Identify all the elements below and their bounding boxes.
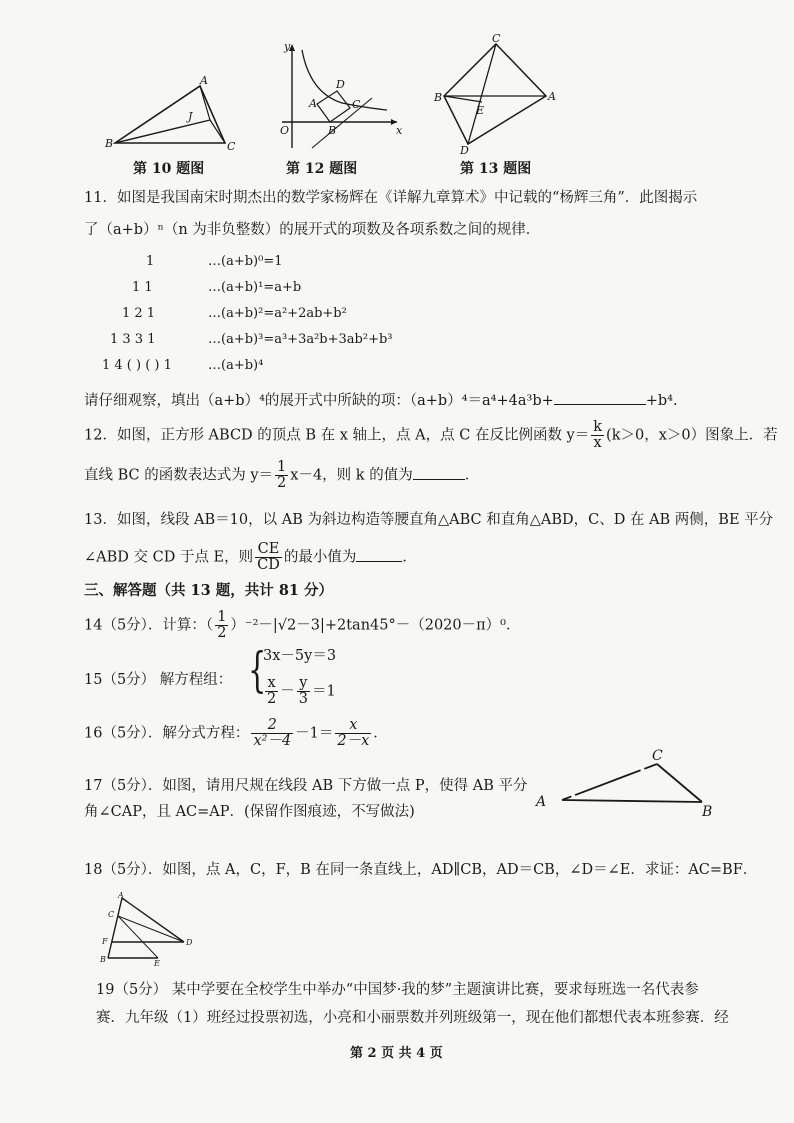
q15-x: x [265, 676, 278, 692]
q13-answer-blank[interactable] [356, 547, 402, 562]
figure-13 [430, 34, 560, 154]
q15-frac-x2 [265, 676, 278, 707]
fig12-label-x: x [396, 124, 403, 137]
fig13-label-c: C [492, 34, 501, 45]
fig18-label-e: E [154, 959, 160, 968]
q13-line2-post: 的最小值为 [283, 549, 357, 566]
q16-den1: x²－4 [253, 733, 292, 750]
figure-17 [532, 744, 722, 820]
q15-label: 15（5分） 解方程组： [84, 672, 233, 688]
q13-line-2 [84, 542, 417, 573]
yanghui-row-2-expr: …(a+b)²=a²+2ab+b² [208, 306, 347, 321]
yanghui-row-1-expr: …(a+b)¹=a+b [208, 280, 302, 295]
q14-half-num: 1 [217, 609, 227, 625]
q16-num1: 2 [251, 718, 293, 734]
q13-frac-den: CD [257, 557, 280, 574]
fig18-label-a: A [118, 891, 124, 900]
q15-frac-y3 [297, 676, 310, 707]
q14-label: 14（5分）．计算：（ [84, 617, 214, 634]
q12-line1-post: (k＞0，x＞0）图象上．若 [606, 427, 778, 444]
q12-answer-blank[interactable] [413, 465, 465, 480]
q13-line2-pre: ∠ABD 交 CD 于点 E，则 [84, 549, 254, 566]
section-3-heading: 三、解答题（共 13 题，共计 81 分） [84, 582, 334, 599]
q16-frac-1 [251, 718, 293, 749]
q16 [84, 718, 388, 749]
q17-line-2: 角∠CAP，且 AC=AP．(保留作图痕迹，不写做法) [84, 804, 415, 820]
q14-rest: ）⁻²－|√2－3|+2tan45°－（2020－π）⁰． [230, 617, 521, 634]
q12-line2-pre: 直线 BC 的函数表达式为 y＝ [84, 467, 274, 484]
q12-frac-den: x [593, 435, 602, 452]
q12-line-2 [84, 460, 479, 491]
q14 [84, 610, 520, 641]
yanghui-row-3-expr: …(a+b)³=a³+3a²b+3ab²+b³ [208, 332, 393, 347]
fig13-label-d: D [460, 144, 469, 154]
q13-frac-ce-cd [255, 542, 282, 573]
q14-half-den: 2 [217, 625, 227, 642]
q16-label: 16（5分）．解分式方程： [84, 725, 250, 742]
q13-frac-num: CE [255, 542, 282, 558]
fig18-label-b: B [100, 955, 106, 964]
q12-half-den: 2 [277, 475, 287, 492]
yanghui-row-4-expr: …(a+b)⁴ [208, 358, 264, 373]
yanghui-row-1-coef: 1 1 [132, 280, 153, 295]
q12-line-1 [84, 420, 778, 451]
q11-line-2: 了（a+b）ⁿ（n 为非负整数）的展开式的项数及各项系数之间的规律． [84, 222, 541, 238]
fig12-label-c: C [352, 98, 361, 111]
q15-three: 3 [298, 691, 308, 708]
q16-mid: －1＝ [295, 725, 334, 742]
yanghui-row-2-coef: 1 2 1 [122, 306, 156, 321]
q13-line2-end: ． [402, 549, 417, 566]
q16-end: ． [373, 725, 388, 742]
fig18-label-f: F [102, 937, 108, 946]
q11-answer-blank[interactable] [554, 390, 646, 405]
fig17-label-a: A [536, 794, 547, 810]
q11-ask-pre: 请仔细观察，填出（a+b）⁴的展开式中所缺的项：（a+b）⁴＝a⁴+4a³b+ [84, 393, 554, 409]
q13-line-1: 13．如图，线段 AB＝10，以 AB 为斜边构造等腰直角△ABC 和直角△ABD，C、D 在 AB 两侧，BE 平分 [84, 512, 774, 528]
q15-two: 2 [267, 691, 277, 708]
q15-y: y [297, 676, 310, 692]
q16-num2: x [335, 718, 371, 734]
q17-line-1: 17（5分）．如图，请用尺规在线段 AB 下方做一点 P，使得 AB 平分 [84, 778, 528, 794]
fig12-label-b: B [328, 124, 337, 137]
fig10-label-c: C [227, 140, 236, 153]
yanghui-row-3-coef: 1 3 3 1 [110, 332, 156, 347]
fig13-label-a: A [548, 90, 556, 103]
fig10-label-a: A [200, 74, 208, 87]
q11-line-1: 11．如图是我国南宋时期杰出的数学家杨辉在《详解九章算术》中记载的“杨辉三角”．此图揭示 [84, 190, 698, 206]
yanghui-row-4-coef: 1 4 ( ) ( ) 1 [102, 358, 172, 373]
q12-frac-num: k [593, 419, 603, 435]
fig17-label-c: C [652, 748, 663, 764]
fig18-label-c: C [108, 910, 115, 919]
q12-line1-pre: 12．如图，正方形 ABCD 的顶点 B 在 x 轴上，点 A，点 C 在反比例函数 y＝ [84, 427, 590, 444]
q12-frac-k-over-x [591, 420, 604, 451]
q19-line-2: 赛．九年级（1）班经过投票初选，小亮和小丽票数并列班级第一，现在他们都想代表本班参赛．经 [96, 1010, 729, 1026]
q15-eq1: 3x－5y＝3 [263, 648, 337, 664]
fig12-label-y: y [284, 40, 291, 53]
fig12-label-o: O [280, 124, 290, 137]
fig13-label-e: E [476, 104, 485, 117]
fig12-caption: 第 12 题图 [286, 161, 358, 177]
q15-eq2 [263, 676, 336, 707]
fig13-caption: 第 13 题图 [460, 161, 532, 177]
fig17-label-b: B [702, 804, 713, 820]
q16-frac-2 [335, 718, 371, 749]
q12-line2-post: ． [464, 467, 480, 484]
yanghui-row-0-coef: 1 [146, 254, 155, 269]
q15-minus: － [280, 683, 295, 700]
q11-ask [84, 390, 678, 410]
fig13-label-b: B [434, 91, 443, 104]
q15-brace: { [248, 642, 267, 698]
q11-ask-post: +b⁴. [645, 393, 678, 409]
fig18-label-d: D [186, 938, 193, 947]
figure-18 [98, 890, 208, 970]
fig10-label-b: B [105, 137, 114, 150]
figure-10 [100, 68, 240, 158]
fig12-label-d: D [336, 78, 345, 91]
q12-half-num: 1 [277, 459, 287, 475]
q18-line-1: 18（5分）．如图，点 A，C，F，B 在同一条直线上，AD∥CB，AD＝CB，∠D＝∠E．求证：AC=BF． [84, 862, 758, 878]
figure-12 [272, 38, 407, 153]
fig10-label-j: J [188, 110, 193, 123]
q16-den2: 2－x [337, 733, 370, 750]
fig10-caption: 第 10 题图 [133, 161, 205, 177]
q14-frac-half [215, 610, 228, 641]
q12-line2-mid: x－4，则 k 的值为 [290, 467, 413, 484]
q15-rhs: ＝1 [311, 683, 336, 700]
page-footer: 第 2 页 共 4 页 [350, 1046, 443, 1061]
q19-line-1: 19（5分） 某中学要在全校学生中举办“中国梦·我的梦”主题演讲比赛，要求每班选一名代表参 [96, 982, 699, 998]
q12-frac-half [275, 460, 288, 491]
yanghui-row-0-expr: …(a+b)⁰=1 [208, 254, 283, 269]
fig12-label-a: A [309, 97, 317, 110]
